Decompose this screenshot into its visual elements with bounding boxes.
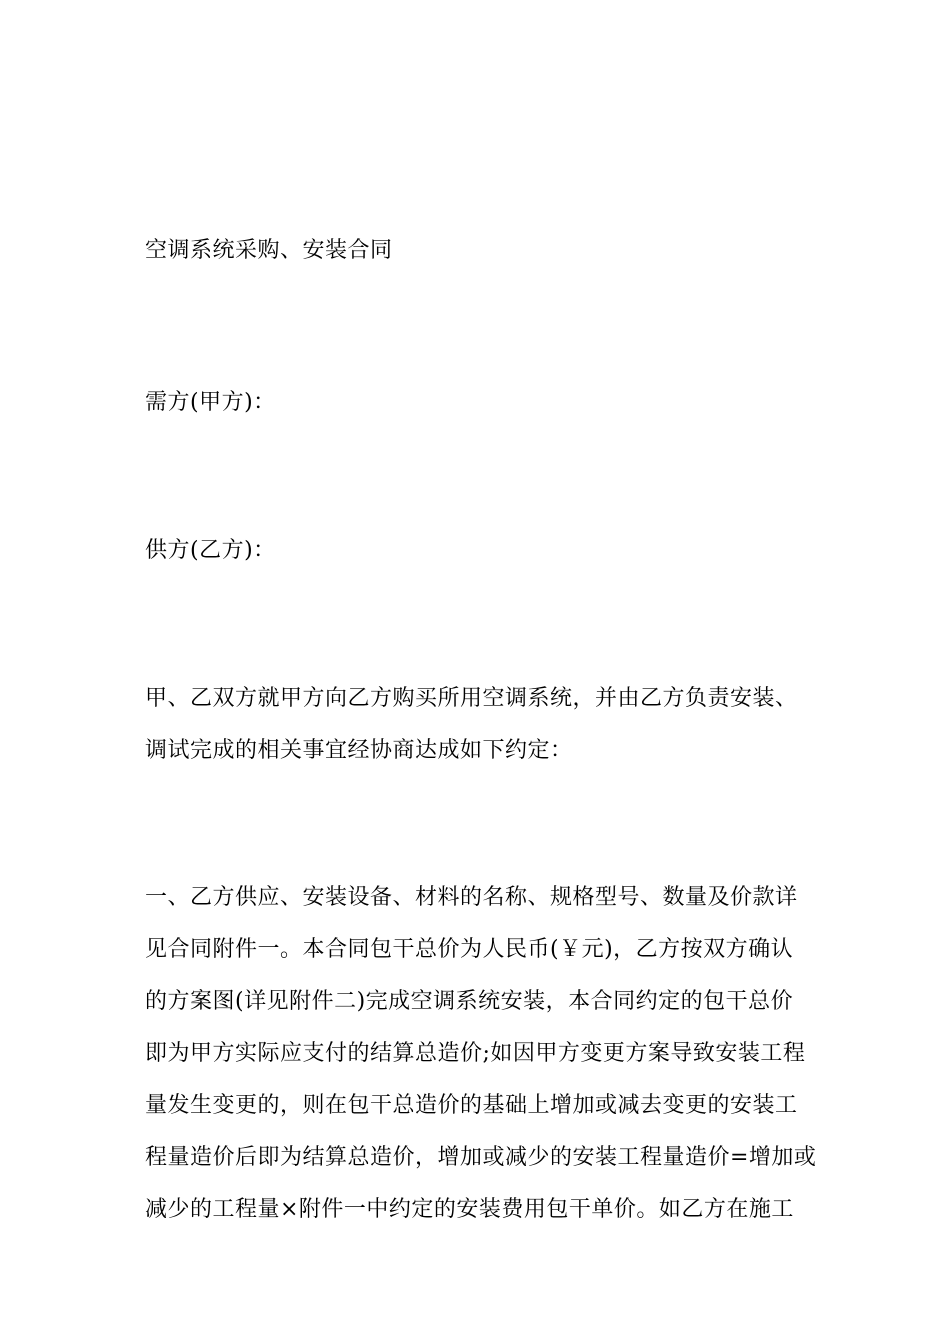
party-a-label: 需方(甲方)： bbox=[145, 390, 276, 415]
clause-1-line: 的方案图(详见附件二)完成空调系统安装，本合同约定的包干总价 bbox=[145, 989, 794, 1014]
intro-paragraph bbox=[145, 673, 825, 777]
clause-1-line: 减少的工程量×附件一中约定的安装费用包干单价。如乙方在施工 bbox=[145, 1197, 794, 1222]
party-b-label: 供方(乙方)： bbox=[145, 538, 276, 563]
clause-1-line: 见合同附件一。本合同包干总价为人民币(￥元)，乙方按双方确认 bbox=[145, 937, 794, 962]
clause-1-paragraph bbox=[145, 872, 825, 1236]
intro-line: 甲、乙双方就甲方向乙方购买所用空调系统，并由乙方负责安装、 bbox=[145, 686, 798, 711]
clause-1-line: 一、乙方供应、安装设备、材料的名称、规格型号、数量及价款详 bbox=[145, 885, 798, 910]
intro-line: 调试完成的相关事宜经协商达成如下约定： bbox=[145, 738, 573, 763]
clause-1-line: 程量造价后即为结算总造价，增加或减少的安装工程量造价=增加或 bbox=[145, 1145, 817, 1170]
clause-1-line: 即为甲方实际应支付的结算总造价;如因甲方变更方案导致安装工程 bbox=[145, 1041, 806, 1066]
contract-title: 空调系统采购、安装合同 bbox=[145, 238, 393, 263]
clause-1-line: 量发生变更的，则在包干总造价的基础上增加或减去变更的安装工 bbox=[145, 1093, 798, 1118]
